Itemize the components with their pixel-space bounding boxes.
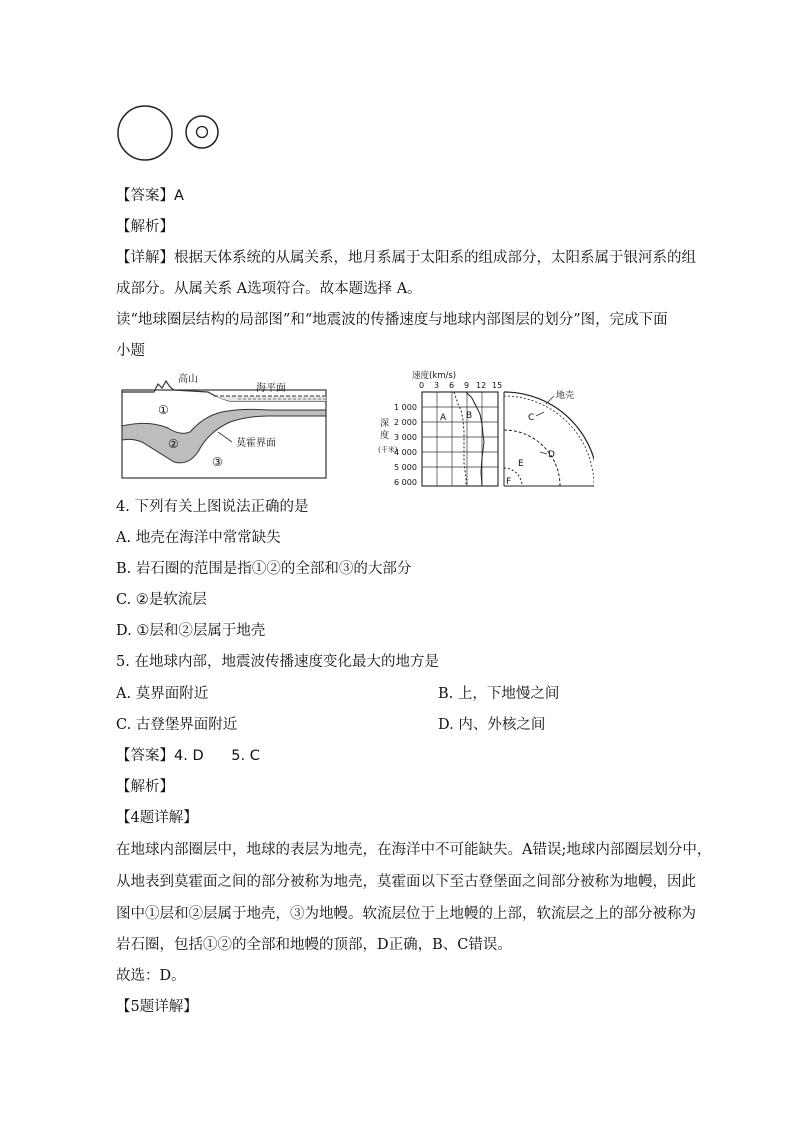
answer-value: 4. D 5. C xyxy=(174,748,260,764)
q5-stem: 5. 在地球内部，地震波传播速度变化最大的地方是 xyxy=(116,654,439,670)
depth-tick: 6 000 xyxy=(394,478,417,487)
depth-label-char: 度 xyxy=(380,431,390,441)
depth-ticks xyxy=(394,403,417,487)
detail-line-1: 【详解】根据天体系统的从属关系，地月系属于太阳系的组成部分，太阳系属于银河系的组 xyxy=(116,250,696,266)
answer-value: A xyxy=(174,188,184,204)
depth-tick: 1 000 xyxy=(394,403,417,412)
chart-grid-lines xyxy=(422,392,498,486)
label-moho: 莫霍界面 xyxy=(236,438,276,449)
layer-c-pointer xyxy=(536,412,544,416)
sea-water xyxy=(214,396,326,401)
detail-line-2: 成部分。从属关系 A选项符合。故本题选择 A。 xyxy=(116,281,422,297)
q5-option-a: A. 莫界面附近 xyxy=(116,686,209,702)
depth-unit: (千米) xyxy=(378,446,398,454)
label-mountain: 高山 xyxy=(178,374,198,385)
q4-option-c: C. ②是软流层 xyxy=(116,592,207,608)
depth-tick: 3 000 xyxy=(394,433,417,442)
circles-figure xyxy=(112,100,224,166)
earth-quadrant xyxy=(504,392,594,486)
depth-label-char: 深 xyxy=(380,419,390,429)
layer-d-pointer xyxy=(540,452,547,454)
small-inner-circle xyxy=(197,127,208,138)
depth-tick: 4 000 xyxy=(394,448,417,457)
large-circle xyxy=(118,106,172,160)
speed-tick: 3 xyxy=(434,381,440,390)
medium-circle xyxy=(186,116,218,148)
detail-4-title: 【4题详解】 xyxy=(116,810,198,826)
q5-option-b: B. 上，下地慢之间 xyxy=(438,686,560,702)
layer-d-label: D xyxy=(548,450,555,460)
speed-tick: 0 xyxy=(419,381,425,390)
wave-b-curve xyxy=(466,392,484,486)
answer-tag: 【答案】 xyxy=(116,188,174,204)
detail-4-line-2: 从地表到莫霍面之间的部分被称为地壳，莫霍面以下至古登堡面之间部分被称为地幔，因此 xyxy=(116,874,696,890)
label-layer-2: ② xyxy=(168,437,179,451)
q5-option-c: C. 古登堡界面附近 xyxy=(116,717,238,733)
speed-tick: 9 xyxy=(464,381,470,390)
speed-ticks xyxy=(419,381,502,390)
earth-layer-diagram xyxy=(118,370,330,482)
speed-tick: 6 xyxy=(449,381,455,390)
label-layer-3: ③ xyxy=(212,455,223,469)
detail-5-title: 【5题详解】 xyxy=(116,999,198,1015)
q4-option-a: A. 地壳在海洋中常常缺失 xyxy=(116,530,281,546)
q4-option-d: D. ①层和②层属于地壳 xyxy=(116,623,266,639)
speed-axis-title: 速度(km/s) xyxy=(412,371,457,381)
detail-4-line-3: 图中①层和②层属于地壳，③为地幔。软流层位于上地幔的上部，软流层之上的部分被称为 xyxy=(116,906,696,922)
answer-line-2 xyxy=(116,746,260,766)
q5-option-d: D. 内、外核之间 xyxy=(438,717,546,733)
answer-line xyxy=(116,186,184,206)
detail-4-line-4: 岩石圈，包括①②的全部和地幔的顶部，D正确，B、C错误。 xyxy=(116,937,512,953)
speed-tick: 12 xyxy=(476,381,487,390)
layer-f-label: F xyxy=(506,477,512,487)
crust-label: 地壳 xyxy=(556,391,575,401)
intro-line-1: 读“地球圈层结构的局部图”和“地震波的传播速度与地球内部图层的划分”图，完成下面 xyxy=(116,312,668,328)
depth-tick: 2 000 xyxy=(394,418,417,427)
layer-c-label: C xyxy=(528,413,535,423)
label-sea-level: 海平面 xyxy=(256,383,286,394)
analysis-heading-2: 【解析】 xyxy=(116,779,174,795)
seismic-wave-figure xyxy=(378,368,594,490)
wave-b-label: B xyxy=(466,411,473,421)
intro-line-2: 小题 xyxy=(116,343,145,359)
answer-tag: 【答案】 xyxy=(116,748,174,764)
crust-pointer xyxy=(546,396,554,404)
chart-grid-frame xyxy=(422,392,498,486)
label-layer-1: ① xyxy=(158,403,169,417)
detail-4-line-5: 故选：D。 xyxy=(116,968,186,984)
q4-option-b: B. 岩石圈的范围是指①②的全部和③的大部分 xyxy=(116,561,412,577)
speed-tick: 15 xyxy=(492,381,503,390)
crust-arc xyxy=(504,392,594,486)
inner-crust-arc xyxy=(504,396,594,486)
depth-tick: 5 000 xyxy=(394,463,417,472)
q4-stem: 4. 下列有关上图说法正确的是 xyxy=(116,499,309,515)
wave-a-curve xyxy=(454,392,466,486)
wave-a-label: A xyxy=(440,413,447,423)
layer-e-label: E xyxy=(518,459,524,469)
detail-4-line-1: 在地球内部圈层中，地球的表层为地壳，在海洋中不可能缺失。A错误;地球内部圈层划分中， xyxy=(116,842,712,858)
analysis-heading: 【解析】 xyxy=(116,219,174,235)
